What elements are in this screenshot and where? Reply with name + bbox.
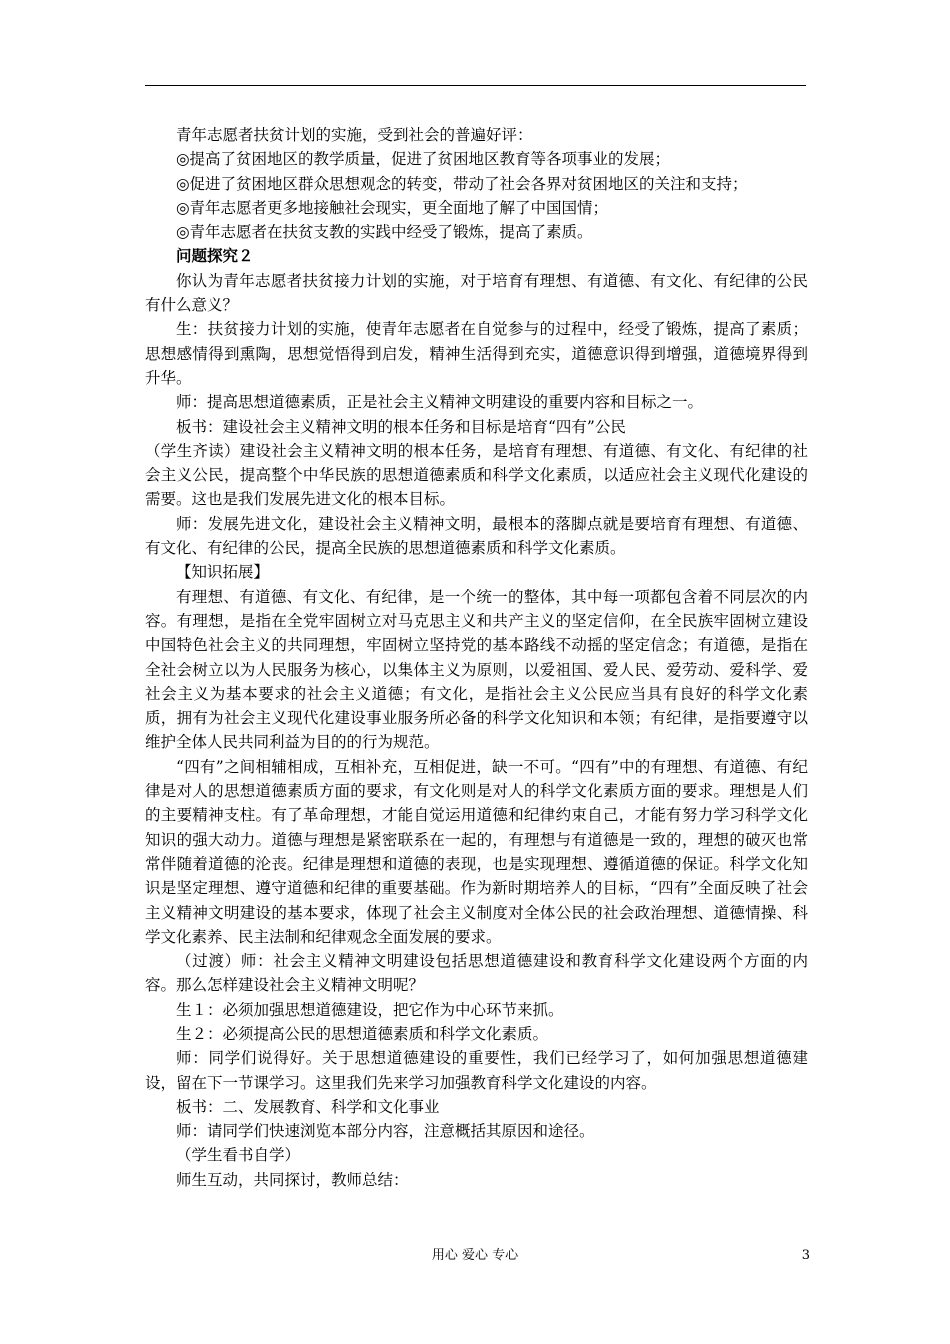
paragraph: 师生互动，共同探讨，教师总结：	[176, 1170, 409, 1189]
paragraph: 有理想、有道德、有文化、有纪律，是一个统一的整体，其中每一项都包含着不同层次的内容。有理想，是指在全党牢固树立对马克思主义和共产主义的坚定信仰，在全民族牢固树立建设中国特色社会主义的共同理想，牢固树立坚持党的基本路线不动摇的坚定信念；有道德，是指在全社会树立以为人民服务为核心，以集体主义为原则，以爱祖国、爱人民、爱劳动、爱科学、爱社会主义为基本要求的社会主义道德；有文化，是指社会主义公民应当具有良好的科学文化素质，拥有为社会主义现代化建设事业服务所必备的科学文化知识和本领；有纪律，是指要遵守以维护全体人民共同利益为目的的行为规范。	[145, 587, 808, 752]
list-item: ◎青年志愿者更多地接触社会现实，更全面地了解了中国国情；	[176, 198, 609, 217]
paragraph: 师：提高思想道德素质，正是社会主义精神文明建设的重要内容和目标之一。	[176, 393, 704, 412]
list-item: ◎青年志愿者在扶贫支教的实践中经受了锻炼，提高了素质。	[176, 223, 593, 242]
paragraph: 青年志愿者扶贫计划的实施，受到社会的普遍好评：	[176, 126, 533, 144]
paragraph: 你认为青年志愿者扶贫接力计划的实施，对于培育有理想、有道德、有文化、有纪律的公民有什么意义？	[145, 271, 808, 315]
paragraph: 生：扶贫接力计划的实施，使青年志愿者在自觉参与的过程中，经受了锻炼，提高了素质；思想感情得到熏陶，思想觉悟得到启发，精神生活得到充实，道德意识得到增强，道德境界得到升华。	[145, 320, 808, 387]
footer-slogan: 用心 爱心 专心	[431, 1248, 519, 1263]
paragraph: （学生齐读）建设社会主义精神文明的根本任务，是培育有理想、有道德、有文化、有纪律的社会主义公民，提高整个中华民族的思想道德素质和科学文化素质，以适应社会主义现代化建设的需要。这也是我们发展先进文化的根本目标。	[145, 441, 808, 509]
paragraph: 板书：建设社会主义精神文明的根本任务和目标是培育“四有”公民	[176, 417, 626, 436]
header-rule	[145, 85, 806, 86]
paragraph: （学生看书自学）	[176, 1146, 301, 1165]
paragraph: 生２：必须提高公民的思想道德素质和科学文化素质。	[176, 1024, 549, 1043]
section-heading: 【知识拓展】	[176, 563, 270, 582]
paragraph: （过渡）师：社会主义精神文明建设包括思想道德建设和教育科学文化建设两个方面的内容。那么怎样建设社会主义精神文明呢？	[145, 952, 808, 995]
paragraph: “四有”之间相辅相成，互相补充，互相促进，缺一不可。“四有”中的有理想、有道德、有纪律是对人的思想道德素质方面的要求，有文化则是对人的科学文化素质方面的要求。理想是人们的主要精神支柱。有了革命理想，才能自觉运用道德和纪律约束自己，才能有努力学习科学文化知识的强大动力。道德与理想是紧密联系在一起的，有理想与有道德是一致的，理想的破灭也常常伴随着道德的沦丧。纪律是理想和道德的表现，也是实现理想、遵循道德的保证。科学文化知识是坚定理想、遵守道德和纪律的重要基础。作为新时期培养人的目标，“四有”全面反映了社会主义精神文明建设的基本要求，体现了社会主义制度对全体公民的社会政治理想、道德情操、科学文化素养、民主法制和纪律观念全面发展的要求。	[145, 757, 808, 946]
section-heading: 问题探究２	[176, 246, 254, 266]
list-item: ◎提高了贫困地区的教学质量，促进了贫困地区教育等各项事业的发展；	[176, 150, 671, 169]
list-item: ◎促进了贫困地区群众思想观念的转变，带动了社会各界对贫困地区的关注和支持；	[176, 174, 748, 193]
paragraph: 师：同学们说得好。关于思想道德建设的重要性，我们已经学习了，如何加强思想道德建设，留在下一节课学习。这里我们先来学习加强教育科学文化建设的内容。	[145, 1049, 808, 1092]
paragraph: 板书：二、发展教育、科学和文化事业	[176, 1097, 440, 1116]
document-body	[145, 123, 808, 1192]
page-number: 3	[801, 1248, 810, 1263]
paragraph: 生１：必须加强思想道德建设，把它作为中心环节来抓。	[176, 1000, 564, 1019]
paragraph: 师：请同学们快速浏览本部分内容，注意概括其原因和途径。	[176, 1122, 595, 1141]
paragraph: 师：发展先进文化，建设社会主义精神文明，最根本的落脚点就是要培育有理想、有道德、有文化、有纪律的公民，提高全民族的思想道德素质和科学文化素质。	[145, 514, 808, 558]
